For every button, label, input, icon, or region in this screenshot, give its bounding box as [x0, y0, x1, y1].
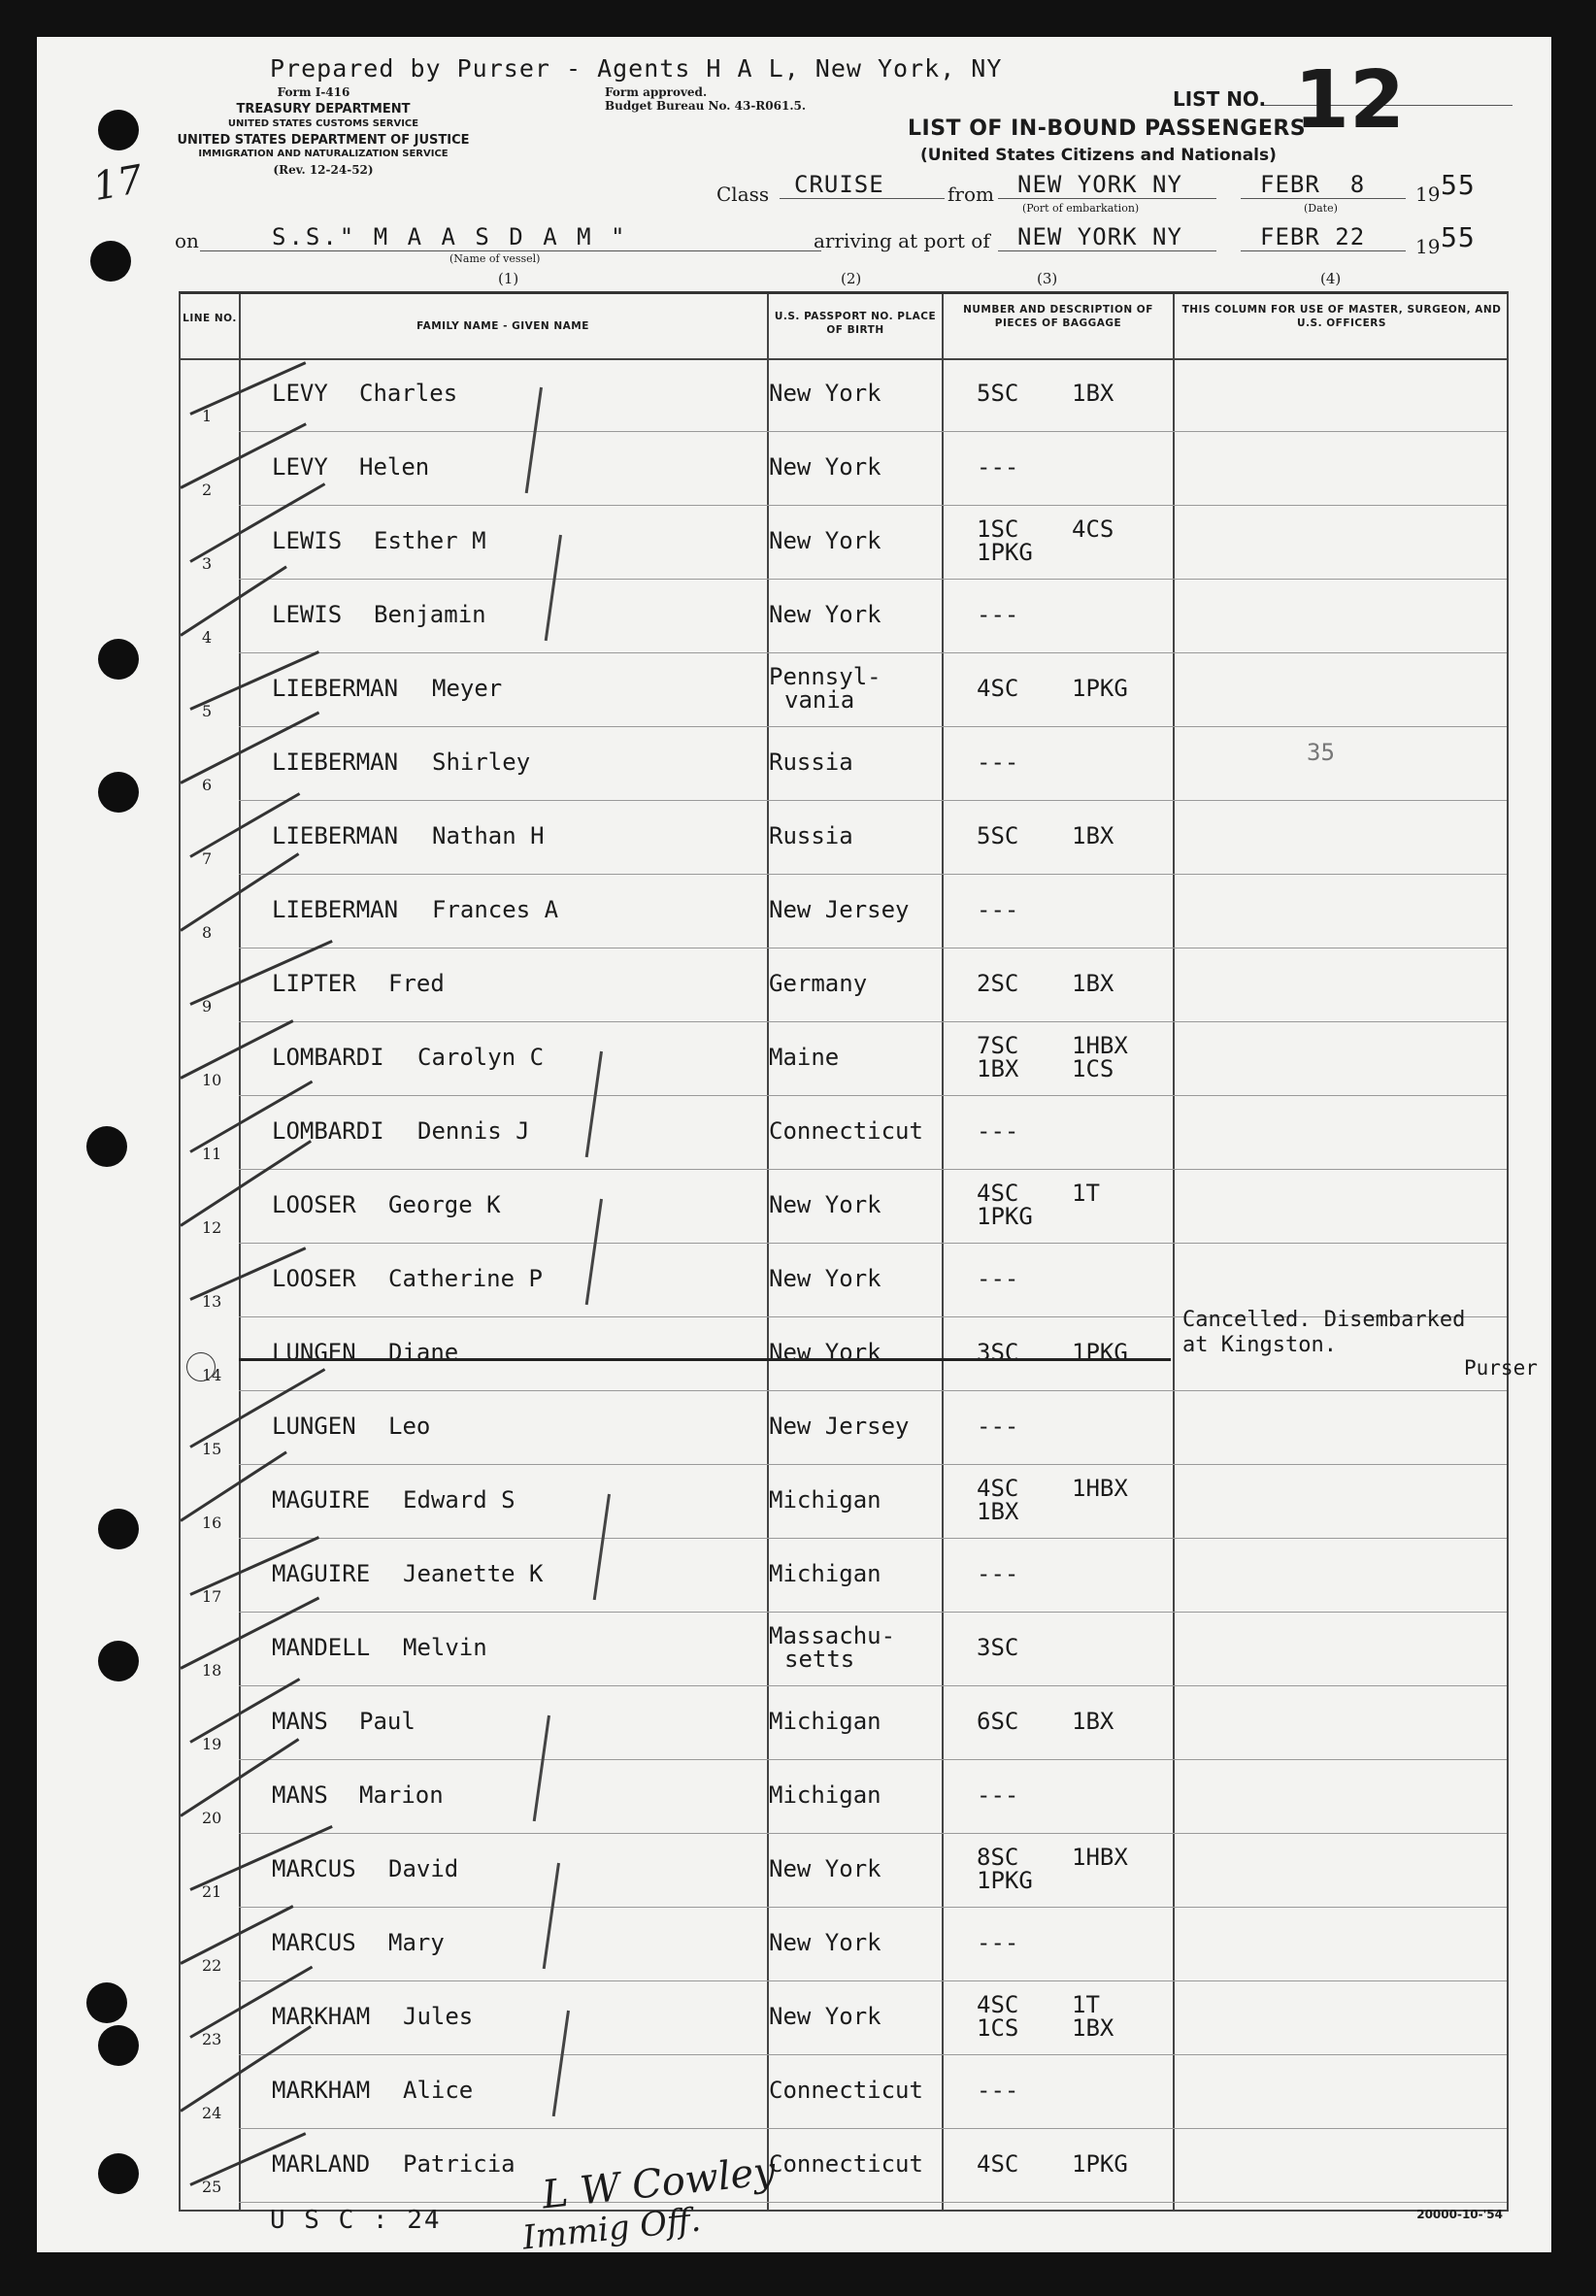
depart-date: FEBR 8	[1260, 171, 1366, 198]
baggage-1: ---	[977, 749, 1019, 776]
family-name: LIEBERMAN	[272, 675, 399, 702]
binder-hole	[86, 1126, 127, 1167]
arrival-year-prefix: 19	[1415, 235, 1441, 258]
table-row	[181, 2129, 1507, 2203]
cancel-note: Cancelled. Disembarked	[1182, 1308, 1466, 1332]
immigration-service: IMMIGRATION AND NATURALIZATION SERVICE	[198, 149, 449, 159]
line-number: 19	[202, 1735, 222, 1753]
place-of-birth: New York	[769, 2003, 881, 2030]
baggage-1: 2SC	[977, 970, 1019, 997]
table-row	[181, 1391, 1507, 1465]
binder-hole	[98, 1641, 139, 1681]
baggage-2: 1T	[1072, 1991, 1100, 2018]
baggage-2: 1HBX	[1072, 1032, 1128, 1059]
signature-name: L W Cowley	[540, 2148, 778, 2218]
header-baggage: NUMBER AND DESCRIPTION OF PIECES OF BAGGAGE	[963, 304, 1153, 329]
cancel-note-2: at Kingston.	[1182, 1333, 1337, 1357]
from-label: from	[948, 183, 994, 206]
baggage-4: 1BX	[1072, 2014, 1114, 2042]
baggage-1: 4SC	[977, 2150, 1019, 2178]
line-number: 7	[202, 849, 213, 868]
place-of-birth: Michigan	[769, 1708, 881, 1735]
line-number: 20	[202, 1809, 222, 1827]
table-row	[181, 801, 1507, 875]
line-number: 18	[202, 1661, 222, 1680]
given-name: Frances A	[432, 896, 559, 923]
binder-hole	[98, 110, 139, 150]
place-of-birth: New York	[769, 1265, 881, 1292]
given-name: Mary	[388, 1929, 445, 1956]
line-number: 10	[202, 1071, 222, 1089]
family-name: LIPTER	[272, 970, 356, 997]
given-name: Shirley	[432, 749, 531, 776]
baggage-2: 1BX	[1072, 380, 1114, 407]
treasury-dept: TREASURY DEPARTMENT	[236, 102, 411, 116]
given-name: Patricia	[403, 2150, 515, 2178]
binder-hole	[98, 1509, 139, 1549]
table-row	[181, 727, 1507, 801]
line-number: 22	[202, 1956, 222, 1975]
line-number: 1	[202, 407, 213, 425]
place-of-birth: New York	[769, 1929, 881, 1956]
family-name: LOMBARDI	[272, 1117, 384, 1145]
family-name: LOOSER	[272, 1191, 356, 1218]
list-number: 12	[1294, 54, 1406, 147]
family-name: MARCUS	[272, 1855, 356, 1882]
family-name: LOOSER	[272, 1265, 356, 1292]
given-name: Carolyn C	[417, 1044, 545, 1071]
table-row	[181, 653, 1507, 727]
table-row	[181, 2055, 1507, 2129]
family-name: LIEBERMAN	[272, 822, 399, 849]
baggage-1: ---	[977, 453, 1019, 481]
table-row	[181, 1834, 1507, 1908]
baggage-3: 1BX	[977, 1498, 1019, 1525]
table-row	[181, 1613, 1507, 1686]
baggage-1: 5SC	[977, 380, 1019, 407]
vessel-caption: (Name of vessel)	[449, 252, 541, 265]
baggage-1: ---	[977, 1265, 1019, 1292]
on-label: on	[175, 229, 199, 252]
table-row	[181, 1244, 1507, 1317]
table-row	[181, 580, 1507, 653]
baggage-1: ---	[977, 601, 1019, 628]
binder-hole	[98, 639, 139, 680]
place-of-birth: Michigan	[769, 1781, 881, 1809]
table-row	[181, 358, 1507, 432]
given-name: David	[388, 1855, 459, 1882]
line-number: 21	[202, 1882, 222, 1901]
place-of-birth: Connecticut	[769, 1117, 923, 1145]
baggage-2: 1T	[1072, 1180, 1100, 1207]
place-of-birth: New York	[769, 1191, 881, 1218]
customs-service: UNITED STATES CUSTOMS SERVICE	[227, 118, 419, 129]
cancel-signer: Purser	[1464, 1356, 1538, 1380]
place-of-birth: Russia	[769, 749, 853, 776]
baggage-3: 1CS	[977, 2014, 1019, 2042]
col-num-1: (1)	[498, 270, 519, 287]
table-row	[181, 1908, 1507, 1981]
binder-hole	[98, 2153, 139, 2194]
given-name: George K	[388, 1191, 501, 1218]
baggage-1: 7SC	[977, 1032, 1019, 1059]
depart-year-prefix: 19	[1415, 183, 1441, 206]
place-of-birth: New York	[769, 601, 881, 628]
baggage-1: ---	[977, 1117, 1019, 1145]
baggage-1: ---	[977, 1413, 1019, 1440]
arrival-date: FEBR 22	[1260, 223, 1366, 250]
given-name: Jeanette K	[403, 1560, 544, 1587]
place-of-birth: Massachu-	[769, 1622, 896, 1649]
family-name: LEVY	[272, 453, 328, 481]
baggage-3: 1PKG	[977, 1867, 1033, 1894]
binder-hole	[86, 1982, 127, 2023]
family-name: MANS	[272, 1708, 328, 1735]
given-name: Catherine P	[388, 1265, 543, 1292]
margin-note: 17	[89, 156, 147, 211]
baggage-1: 6SC	[977, 1708, 1019, 1735]
baggage-1: 3SC	[977, 1634, 1019, 1661]
line-number: 16	[202, 1514, 222, 1532]
place-of-birth: Maine	[769, 1044, 840, 1071]
family-name: MARLAND	[272, 2150, 371, 2178]
family-name: LEWIS	[272, 601, 343, 628]
place-of-birth: New Jersey	[769, 1413, 910, 1440]
line-number: 12	[202, 1218, 222, 1237]
binder-hole	[90, 241, 131, 282]
table-row	[181, 1539, 1507, 1613]
baggage-1: 4SC	[977, 1180, 1019, 1207]
revision: (Rev. 12-24-52)	[273, 163, 374, 177]
line-number: 8	[202, 923, 213, 942]
line-number: 6	[202, 776, 213, 794]
table-row	[181, 1022, 1507, 1096]
given-name: Meyer	[432, 675, 503, 702]
family-name: LEVY	[272, 380, 328, 407]
table-row	[181, 1096, 1507, 1170]
depart-year: 55	[1441, 169, 1476, 201]
baggage-1: 5SC	[977, 822, 1019, 849]
family-name: MAGUIRE	[272, 1560, 371, 1587]
given-name: Charles	[359, 380, 458, 407]
line-number: 23	[202, 2030, 222, 2048]
baggage-1: ---	[977, 896, 1019, 923]
usc-count: U S C : 24	[270, 2206, 442, 2235]
header-officers: THIS COLUMN FOR USE OF MASTER, SURGEON, AND U.S. OFFICERS	[1181, 304, 1502, 329]
table-row	[181, 1308, 1538, 1391]
passenger-table	[179, 291, 1538, 2212]
place-of-birth: New York	[769, 1855, 881, 1882]
table-row	[181, 1170, 1507, 1244]
line-number: 17	[202, 1587, 222, 1606]
header-passport: U.S. PASSPORT NO. PLACE OF BIRTH	[774, 311, 937, 336]
family-name: LIEBERMAN	[272, 896, 399, 923]
class-value: CRUISE	[794, 171, 884, 198]
baggage-2: 1BX	[1072, 822, 1114, 849]
line-number: 14	[202, 1366, 222, 1384]
table-row	[181, 1465, 1507, 1539]
given-name: Jules	[403, 2003, 474, 2030]
list-title: LIST OF IN-BOUND PASSENGERS	[908, 116, 1307, 141]
table-row	[181, 948, 1507, 1022]
table-row	[181, 1686, 1507, 1760]
baggage-2: 1HBX	[1072, 1844, 1128, 1871]
arrival-port: NEW YORK NY	[1017, 223, 1182, 250]
family-name: MANS	[272, 1781, 328, 1809]
list-subtitle: (United States Citizens and Nationals)	[920, 146, 1277, 165]
family-name: MAGUIRE	[272, 1486, 371, 1514]
binder-hole	[98, 2025, 139, 2066]
place-of-birth: Connecticut	[769, 2150, 923, 2178]
place-of-birth: New York	[769, 453, 881, 481]
family-name: LUNGEN	[272, 1413, 356, 1440]
binder-hole	[98, 772, 139, 813]
line-number: 2	[202, 481, 213, 499]
date-caption: (Date)	[1304, 202, 1338, 215]
given-name: Diane	[388, 1339, 459, 1366]
justice-dept: UNITED STATES DEPARTMENT OF JUSTICE	[177, 133, 470, 148]
port-embark-caption: (Port of embarkation)	[1022, 202, 1140, 215]
given-name: Nathan H	[432, 822, 545, 849]
given-name: Benjamin	[374, 601, 486, 628]
given-name: Dennis J	[417, 1117, 530, 1145]
given-name: Marion	[359, 1781, 444, 1809]
family-name: MANDELL	[272, 1634, 371, 1661]
given-name: Alice	[403, 2077, 474, 2104]
class-label: Class	[716, 183, 770, 206]
manifest-page	[37, 37, 1551, 2258]
baggage-2: 1PKG	[1072, 1339, 1128, 1366]
prepared-by: Prepared by Purser - Agents H A L, New York, NY	[270, 54, 1003, 83]
baggage-1: ---	[977, 1560, 1019, 1587]
line-number: 11	[202, 1145, 222, 1163]
table-row	[181, 1760, 1507, 1834]
baggage-2: 1HBX	[1072, 1475, 1128, 1502]
place-of-birth: Michigan	[769, 1486, 881, 1514]
family-name: MARKHAM	[272, 2003, 371, 2030]
col-num-3: (3)	[1037, 270, 1058, 287]
table-row	[181, 432, 1507, 506]
baggage-2: 1BX	[1072, 1708, 1114, 1735]
place-of-birth: New York	[769, 1339, 881, 1366]
signature-title: Immig Off.	[520, 2200, 703, 2258]
baggage-2: 1BX	[1072, 970, 1114, 997]
place-of-birth-cont: setts	[784, 1646, 855, 1673]
line-number: 9	[202, 997, 213, 1015]
baggage-4: 1CS	[1072, 1055, 1114, 1082]
place-of-birth: New York	[769, 527, 881, 554]
given-name: Leo	[388, 1413, 431, 1440]
col-num-2: (2)	[841, 270, 862, 287]
place-of-birth: Connecticut	[769, 2077, 923, 2104]
line-number: 13	[202, 1292, 222, 1311]
family-name: MARKHAM	[272, 2077, 371, 2104]
line-number: 25	[202, 2178, 222, 2196]
header-name: FAMILY NAME - GIVEN NAME	[416, 320, 589, 332]
line-number: 15	[202, 1440, 222, 1458]
baggage-1: ---	[977, 1781, 1019, 1809]
baggage-2: 4CS	[1072, 516, 1114, 543]
vessel-name: S.S." M A A S D A M "	[272, 223, 628, 250]
family-name: LUNGEN	[272, 1339, 356, 1366]
baggage-3: 1PKG	[977, 1203, 1033, 1230]
form-approved: Form approved.	[605, 85, 708, 99]
family-name: LOMBARDI	[272, 1044, 384, 1071]
given-name: Paul	[359, 1708, 416, 1735]
baggage-2: 1PKG	[1072, 675, 1128, 702]
table-row	[181, 506, 1507, 580]
line-number: 24	[202, 2104, 222, 2122]
place-of-birth: New Jersey	[769, 896, 910, 923]
baggage-1: 4SC	[977, 1475, 1019, 1502]
line-number: 4	[202, 628, 213, 647]
baggage-3: 1BX	[977, 1055, 1019, 1082]
place-of-birth: Russia	[769, 822, 853, 849]
form-number: Form I-416	[277, 85, 350, 99]
baggage-1: 4SC	[977, 675, 1019, 702]
place-of-birth: Germany	[769, 970, 868, 997]
from-value: NEW YORK NY	[1017, 171, 1182, 198]
place-of-birth: New York	[769, 380, 881, 407]
family-name: MARCUS	[272, 1929, 356, 1956]
baggage-1: ---	[977, 2077, 1019, 2104]
line-number: 5	[202, 702, 213, 720]
line-number: 3	[202, 554, 213, 573]
baggage-2: 1PKG	[1072, 2150, 1128, 2178]
form-code: 20000-10-'54	[1416, 2208, 1503, 2221]
table-row	[181, 1981, 1507, 2055]
baggage-1: 8SC	[977, 1844, 1019, 1871]
list-no-label: LIST NO.	[1173, 87, 1267, 111]
given-name: Edward S	[403, 1486, 515, 1514]
baggage-1: 3SC	[977, 1339, 1019, 1366]
arrival-year: 55	[1441, 221, 1476, 253]
budget-bureau: Budget Bureau No. 43-R061.5.	[605, 99, 807, 113]
baggage-1: ---	[977, 1929, 1019, 1956]
given-name: Fred	[388, 970, 445, 997]
baggage-1: 1SC	[977, 516, 1019, 543]
header-line-no: LINE NO.	[183, 313, 237, 324]
place-of-birth: Michigan	[769, 1560, 881, 1587]
officer-note: 35	[1307, 739, 1335, 766]
arriving-label: arriving at port of	[814, 229, 990, 252]
table-row	[181, 875, 1507, 948]
family-name: LIEBERMAN	[272, 749, 399, 776]
baggage-3: 1PKG	[977, 539, 1033, 566]
place-of-birth: Pennsyl-	[769, 663, 881, 690]
given-name: Melvin	[403, 1634, 487, 1661]
place-of-birth-cont: vania	[784, 686, 855, 714]
family-name: LEWIS	[272, 527, 343, 554]
given-name: Helen	[359, 453, 430, 481]
col-num-4: (4)	[1320, 270, 1342, 287]
given-name: Esther M	[374, 527, 486, 554]
baggage-1: 4SC	[977, 1991, 1019, 2018]
